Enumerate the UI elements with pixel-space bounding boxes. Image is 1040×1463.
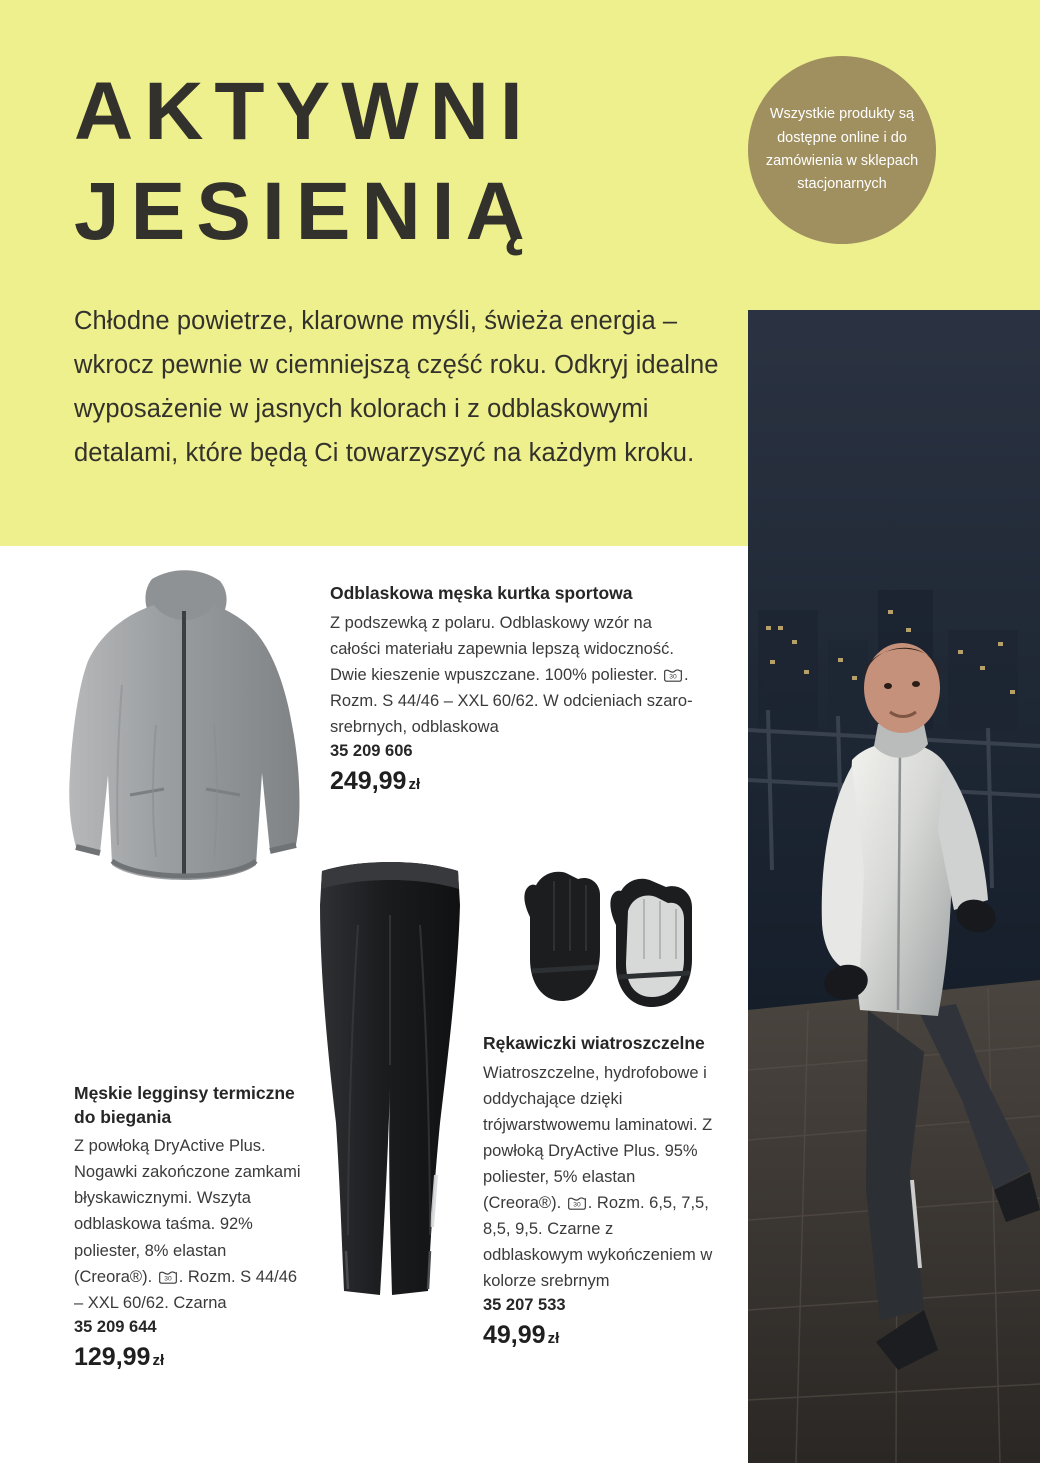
product-block-gloves (483, 1032, 713, 1350)
wash-30-icon (158, 1269, 178, 1284)
page-title (74, 62, 734, 262)
product-description-part2: . Rozm. 6,5, 7,5, 8,5, 9,5. Czarne z odblaskowym wykończeniem w kolorze srebrnym (483, 1193, 713, 1291)
product-title: Odblaskowa męska kurtka sportowa (330, 583, 633, 603)
product-title: Rękawiczki wiatroszczelne (483, 1033, 705, 1053)
availability-badge-text: Wszystkie produkty są dostępne online i do zamówienia w sklepach stacjonarnych (765, 106, 919, 193)
product-description (74, 1133, 304, 1315)
product-price-currency: zł (408, 775, 421, 793)
gloves-product-image (520, 855, 710, 1020)
page-title-line2: JESIENIĄ (74, 166, 536, 258)
product-price (330, 767, 700, 796)
product-code: 35 207 533 (483, 1296, 566, 1315)
page-title-line1: AKTYWNI (74, 66, 534, 157)
jacket-product-image (60, 565, 310, 945)
leggings-illustration (300, 855, 480, 1325)
product-price-currency: zł (152, 1351, 165, 1369)
svg-text:30: 30 (573, 1201, 581, 1209)
product-description-part1: Z podszewką z polaru. Odblaskowy wzór na całości materiału zapewnia lepszą widoczność. Dwie kieszenie wpuszczane. 100% poliester. (330, 613, 674, 684)
product-block-jacket (330, 582, 700, 796)
hero-subtitle: Chłodne powietrze, klarowne myśli, świeża energia – wkrocz pewnie w ciemniejszą część roku. Odkryj idealne wyposażenie w jasnych kolorach i z odblaskowymi detalami, które będą Ci towarzyszyć na każdym kroku. (74, 307, 719, 467)
svg-text:30: 30 (164, 1275, 172, 1283)
runner-photo-illustration (748, 310, 1040, 1463)
product-block-leggings (74, 1082, 304, 1372)
product-description-part2: . Rozm. S 44/46 – XXL 60/62. W odcieniach szaro-srebrnych, odblaskowa (330, 665, 693, 736)
product-price (483, 1321, 713, 1350)
wash-30-icon (663, 667, 683, 682)
product-code: 35 209 644 (74, 1317, 157, 1336)
product-price (74, 1343, 304, 1372)
product-price-currency: zł (547, 1330, 560, 1348)
availability-badge (748, 56, 936, 244)
product-price-value: 49,99 (483, 1321, 546, 1350)
product-title: Męskie legginsy termiczne do biegania (74, 1083, 295, 1127)
gloves-illustration (520, 855, 710, 1020)
product-price-value: 249,99 (330, 766, 407, 795)
product-description-part1: Z powłoką DryActive Plus. Nogawki zakończone zamkami błyskawicznymi. Wszyta odblaskowa taśma. 92% poliester, 8% elastan (Creora®). (74, 1137, 301, 1286)
wash-30-icon (567, 1195, 587, 1210)
product-description (330, 610, 700, 740)
leggings-product-image (300, 855, 480, 1325)
svg-text:30: 30 (669, 673, 677, 681)
product-description-part1: Wiatroszczelne, hydrofobowe i oddychające dzięki trójwarstwowemu laminatowi. Z powłoką DryActive Plus. 95% poliester, 5% elastan (Creora®). (483, 1063, 713, 1212)
hero-photo (748, 310, 1040, 1463)
product-price-value: 129,99 (74, 1342, 151, 1371)
jacket-illustration (60, 565, 310, 945)
product-description (483, 1060, 713, 1295)
product-description-part2: . Rozm. S 44/46 – XXL 60/62. Czarna (74, 1267, 298, 1312)
product-code: 35 209 606 (330, 741, 413, 760)
